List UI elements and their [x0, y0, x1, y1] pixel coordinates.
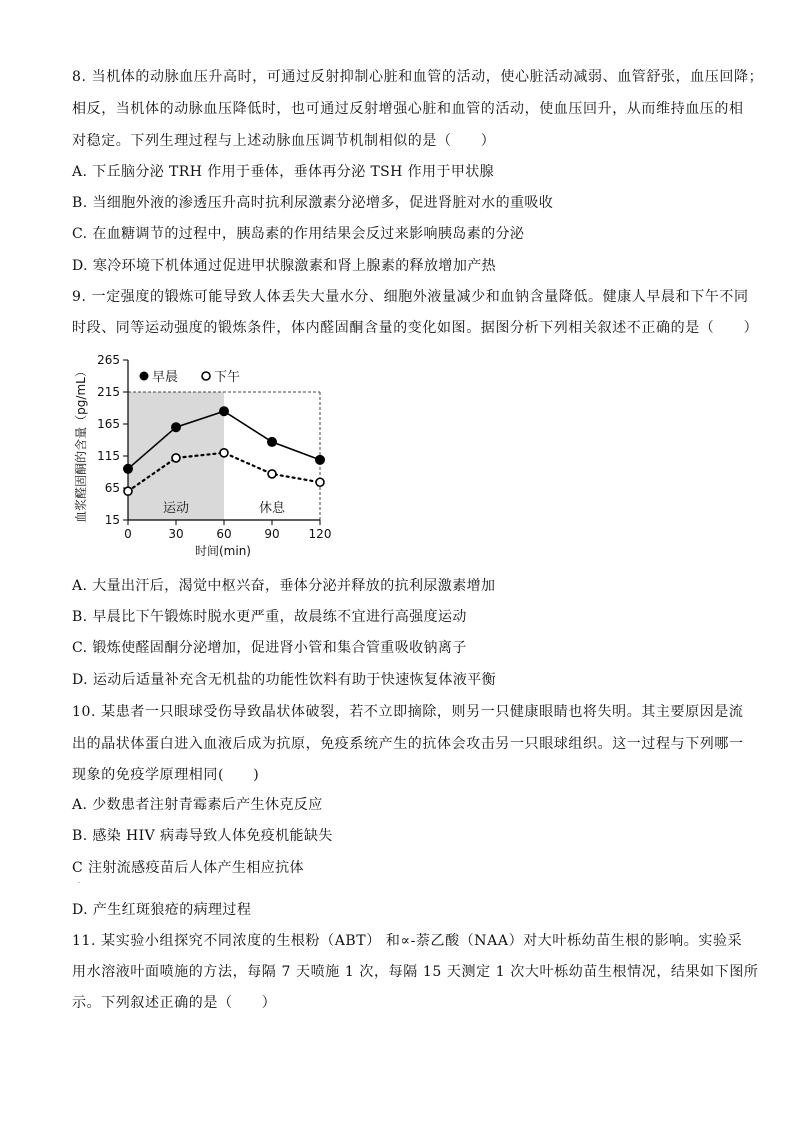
- x-tick-label: 120: [308, 527, 332, 541]
- y-tick-label: 265: [97, 353, 120, 367]
- q8-line-2: 相反，当机体的动脉血压降低时，也可通过反射增强心脏和血管的活动，使血压回升，从而维持血压的相: [72, 101, 744, 117]
- q8-line-1: 8. 当机体的动脉血压升高时，可通过反射抑制心脏和血管的活动，使心脏活动减弱、血管舒张，血压回降；: [72, 69, 764, 85]
- data-point-morning: [172, 423, 181, 432]
- q10-option-a: A. 少数患者注射青霉素后产生休克反应: [72, 797, 323, 813]
- x-tick-label: 0: [124, 527, 132, 541]
- q8-option-d: D. 寒冷环境下机体通过促进甲状腺激素和肾上腺素的释放增加产热: [72, 258, 497, 274]
- q8-option-b: B. 当细胞外液的渗透压升高时抗利尿激素分泌增多，促进肾脏对水的重吸收: [72, 195, 554, 211]
- x-tick-label: 30: [168, 527, 184, 541]
- q10-line-3: 现象的免疫学原理相同( ): [72, 767, 260, 783]
- q11-line-3: 示。下列叙述正确的是（ ）: [72, 995, 277, 1011]
- q10-line-2: 出的晶状体蛋白进入血液后成为抗原，免疫系统产生的抗体会攻击另一只眼球组织。这一过程与下列哪一: [72, 736, 744, 752]
- data-point-afternoon: [124, 487, 132, 495]
- legend-afternoon-marker: [202, 372, 210, 380]
- q11-line-1: 11. 某实验小组探究不同浓度的生根粉（ABT） 和∝-萘乙酸（NAA）对大叶栎幼苗生根的影响。实验采: [72, 933, 743, 949]
- y-tick-label: 215: [97, 385, 120, 399]
- q9-line-2: 时段、同等运动强度的锻炼条件，体内醛固酮含量的变化如图。据图分析下列相关叙述不正确的是（ ）: [72, 320, 759, 336]
- legend-morning-marker: [140, 372, 149, 381]
- aldosterone-chart: [72, 352, 342, 566]
- data-point-morning: [268, 437, 277, 446]
- x-tick-label: 60: [216, 527, 232, 541]
- y-tick-label: 115: [97, 449, 120, 463]
- y-axis-label: 血浆醛固酮的含量（pg/mL）: [74, 365, 88, 523]
- q8-line-3: 对稳定。下列生理过程与上述动脉血压调节机制相似的是（ ）: [72, 133, 496, 149]
- q9-option-d: D. 运动后适量补充含无机盐的功能性饮料有助于快速恢复体液平衡: [72, 672, 497, 688]
- data-point-afternoon: [316, 478, 324, 486]
- region-label: 运动: [162, 501, 190, 516]
- legend-afternoon-label: 下午: [214, 370, 241, 385]
- data-point-afternoon: [172, 454, 180, 462]
- y-tick-label: 15: [104, 513, 120, 527]
- data-point-morning: [220, 407, 229, 416]
- legend-morning-label: 早晨: [152, 370, 179, 385]
- x-tick-label: 90: [264, 527, 280, 541]
- data-point-afternoon: [268, 470, 276, 478]
- q11-line-2: 用水溶液叶面喷施的方法，每隔 7 天喷施 1 次，每隔 15 天测定 1 次大叶栎幼苗生根情况，结果如下图所: [72, 964, 759, 980]
- q10-option-d: D. 产生红斑狼疮的病理过程: [72, 902, 252, 918]
- x-axis-label: 时间(min): [195, 544, 251, 558]
- q10-option-c: C 注射流感疫苗后人体产生相应抗体: [72, 860, 304, 876]
- q9-line-1: 9. 一定强度的锻炼可能导致人体丢失大量水分、细胞外液量减少和血钠含量降低。健康人早晨和下午不同: [72, 289, 749, 305]
- region-label: 休息: [258, 501, 286, 516]
- q10-line-1: 10. 某患者一只眼球受伤导致晶状体破裂，若不立即摘除，则另一只健康眼睛也将失明。其主要原因是流: [72, 704, 744, 720]
- y-tick-label: 165: [97, 417, 120, 431]
- stray-dot: .: [78, 878, 80, 885]
- q10-option-b: B. 感染 HIV 病毒导致人体免疫机能缺失: [72, 828, 333, 844]
- q9-option-a: A. 大量出汗后，渴觉中枢兴奋，垂体分泌并释放的抗利尿激素增加: [72, 578, 496, 594]
- data-point-morning: [124, 464, 133, 473]
- data-point-morning: [316, 455, 325, 464]
- q8-option-c: C. 在血糖调节的过程中，胰岛素的作用结果会反过来影响胰岛素的分泌: [72, 226, 525, 242]
- data-point-afternoon: [220, 449, 228, 457]
- q8-option-a: A. 下丘脑分泌 TRH 作用于垂体，垂体再分泌 TSH 作用于甲状腺: [72, 164, 495, 180]
- q9-option-b: B. 早晨比下午锻炼时脱水更严重，故晨练不宜进行高强度运动: [72, 609, 467, 625]
- q9-option-c: C. 锻炼使醛固酮分泌增加，促进肾小管和集合管重吸收钠离子: [72, 640, 467, 656]
- y-tick-label: 65: [104, 481, 120, 495]
